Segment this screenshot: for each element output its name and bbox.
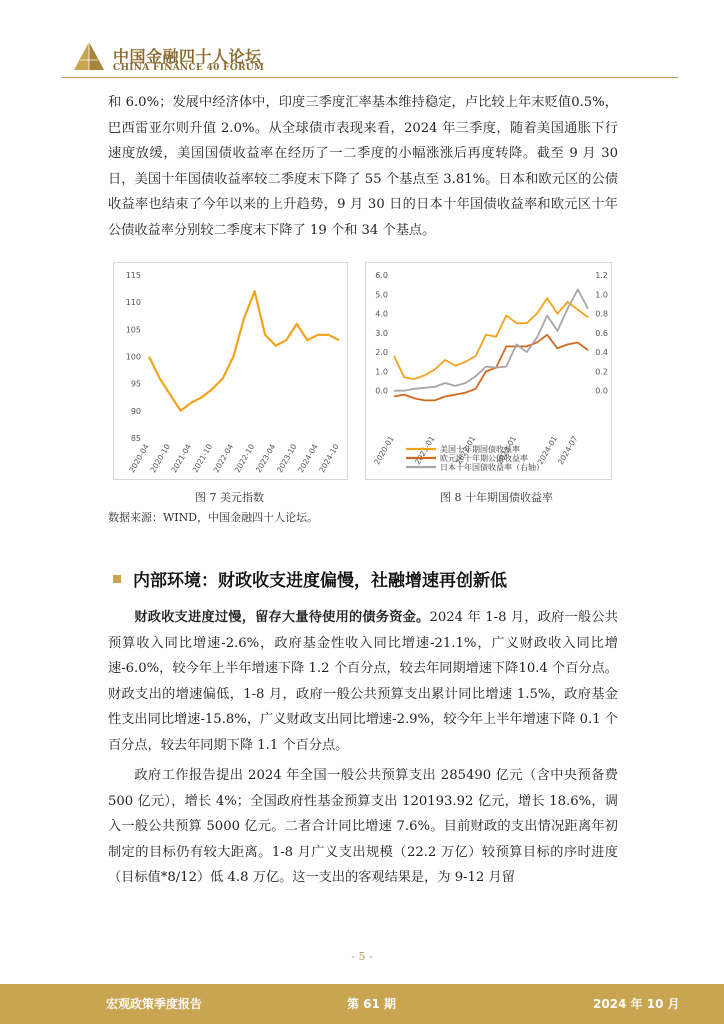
y-right-tick-label: 0.8: [595, 309, 608, 319]
x-tick-label: 2020-10: [148, 442, 172, 475]
body-paragraph-2: [108, 605, 618, 891]
section-heading: [113, 566, 507, 591]
x-tick-label: 2021-10: [190, 442, 215, 475]
data-source-note: 数据来源：WIND，中国金融四十人论坛。: [108, 511, 319, 524]
y-left-tick-label: 4.0: [375, 309, 388, 319]
x-tick-label: 2022-04: [211, 442, 236, 475]
figure-10y-yields: [365, 262, 612, 480]
figure-7-caption: 图 7 美元指数: [195, 491, 264, 504]
section-heading-text: 内部环境：财政收支进度偏慢，社融增速再创新低: [133, 571, 507, 591]
figure-dollar-index: [113, 262, 348, 480]
y-left-tick-label: 1.0: [375, 367, 388, 377]
y-tick-label: 90: [130, 406, 141, 416]
x-tick-label: 2024-04: [296, 442, 320, 475]
footer-report-name: 宏观政策季度报告: [106, 997, 203, 1011]
y-tick-label: 100: [125, 352, 141, 362]
legend-label: 欧元区十年期公债收益率: [440, 454, 528, 463]
dollar-index-line: [149, 291, 339, 411]
paragraph-text: 和 6.0%；发展中经济体中，印度三季度汇率基本维持稳定，卢比较上年末贬值0.5%，巴西雷亚尔则升值 2.0%。从全球债市表现来看，2024 年三季度，随着美国通胀下行速度放缓，美国国债收益率在经历了一二季度的小幅涨涨后再度转降。截至 9 月 30 日，美国十年国债收益率较二季度末下降了 55 个基点至 3.81%。日本和欧元区的公债收益率也结束了今年以来的上升趋势，9 月 30 日的日本十年国债收益率和欧元区十年公债收益率分别较二季度末下降了 19 个和 34 个基点。: [108, 95, 618, 238]
y-left-tick-label: 2.0: [375, 348, 388, 358]
x-tick-label: 2020-01: [372, 434, 396, 467]
x-tick-label: 2021-04: [169, 442, 193, 475]
footer-issue: 第 61 期: [347, 997, 397, 1011]
y-tick-label: 95: [130, 379, 141, 389]
square-bullet-icon: [113, 575, 121, 583]
x-tick-label: 2024-07: [556, 434, 580, 467]
page-number: - 5 -: [351, 950, 373, 963]
paragraph-text: 2024 年 1-8 月，政府一般公共预算收入同比增速-2.6%，政府基金性收入同比增速-21.1%，广义财政收入同比增速-6.0%，较今年上半年增速下降 1.2 个百分点，较去年同期增速下降10.4 个百分点。财政支出的增速偏低，1-8 月，政府一般公共预算支出累计同比增速 1.5%，政府基金性支出同比增速-15.8%，广义财政支出同比增速-2.9%，较今年上半年增速下降 0.1 个百分点，较去年同期下降 1.1 个百分点。: [108, 610, 619, 753]
pyramid-logo-icon: [72, 40, 106, 72]
x-tick-label: 2020-04: [127, 442, 151, 475]
y-left-tick-label: 0.0: [375, 386, 388, 396]
page-header: [0, 0, 724, 80]
legend-label: 美国十年期国债收益率: [440, 445, 520, 454]
body-paragraph-3: 政府工作报告提出 2024 年全国一般公共预算支出 285490 亿元（含中央预备费 500 亿元），增长 4%；全国政府性基金预算支出 120193.92 亿元，增长 18.6%，调入一般公共预算 5000 亿元。二者合计同比增速 7.6%。目前财政的支出情况距离年初制定的目标仍有较大距离。1-8 月广义支出规模（22.2 万亿）较预算目标的序时进度（目标值*8/12）低 4.8 万亿。这一支出的客观结果是，为 9-12 月留: [108, 768, 618, 885]
ten-year-yield-chart: [366, 263, 611, 479]
y-left-tick-label: 6.0: [375, 271, 388, 280]
x-tick-label: 2023-04: [253, 442, 278, 475]
y-tick-label: 110: [125, 298, 141, 308]
figure-8-caption: 图 8 十年期国债收益率: [440, 491, 553, 504]
y-right-tick-label: 1.2: [595, 271, 608, 280]
x-tick-label: 2021-01: [413, 434, 437, 467]
page-footer: [0, 984, 724, 1024]
y-right-tick-label: 1.0: [595, 290, 608, 300]
header-divider: [62, 77, 678, 78]
x-tick-label: 2023-10: [275, 442, 299, 475]
logo-english-text: CHINA FINANCE 40 FORUM: [113, 63, 265, 73]
x-tick-label: 2023-01: [494, 434, 519, 467]
y-tick-label: 115: [125, 271, 141, 280]
y-left-tick-label: 3.0: [375, 328, 388, 338]
footer-date: 2024 年 10 月: [593, 997, 680, 1011]
y-right-tick-label: 0.6: [595, 328, 608, 338]
y-right-tick-label: 0.2: [595, 367, 608, 377]
x-tick-label: 2022-10: [232, 442, 257, 475]
logo-chinese-text: 中国金融四十人论坛: [113, 47, 262, 66]
y-tick-label: 85: [130, 434, 141, 443]
legend-label: 日本十年国债收益率（右轴）: [440, 463, 544, 472]
y-right-tick-label: 0.0: [595, 386, 608, 396]
x-tick-label: 2024-10: [317, 442, 341, 475]
dollar-index-chart: [114, 263, 347, 479]
y-left-tick-label: 5.0: [375, 290, 388, 300]
x-tick-label: 2022-01: [453, 434, 478, 467]
body-paragraph-1: [108, 90, 618, 243]
paragraph-lead-bold: 财政收支进度过慢，留存大量待使用的债务资金。: [134, 610, 430, 625]
x-tick-label: 2024-01: [535, 434, 560, 467]
y-right-tick-label: 0.4: [595, 348, 608, 358]
y-tick-label: 105: [125, 325, 141, 335]
